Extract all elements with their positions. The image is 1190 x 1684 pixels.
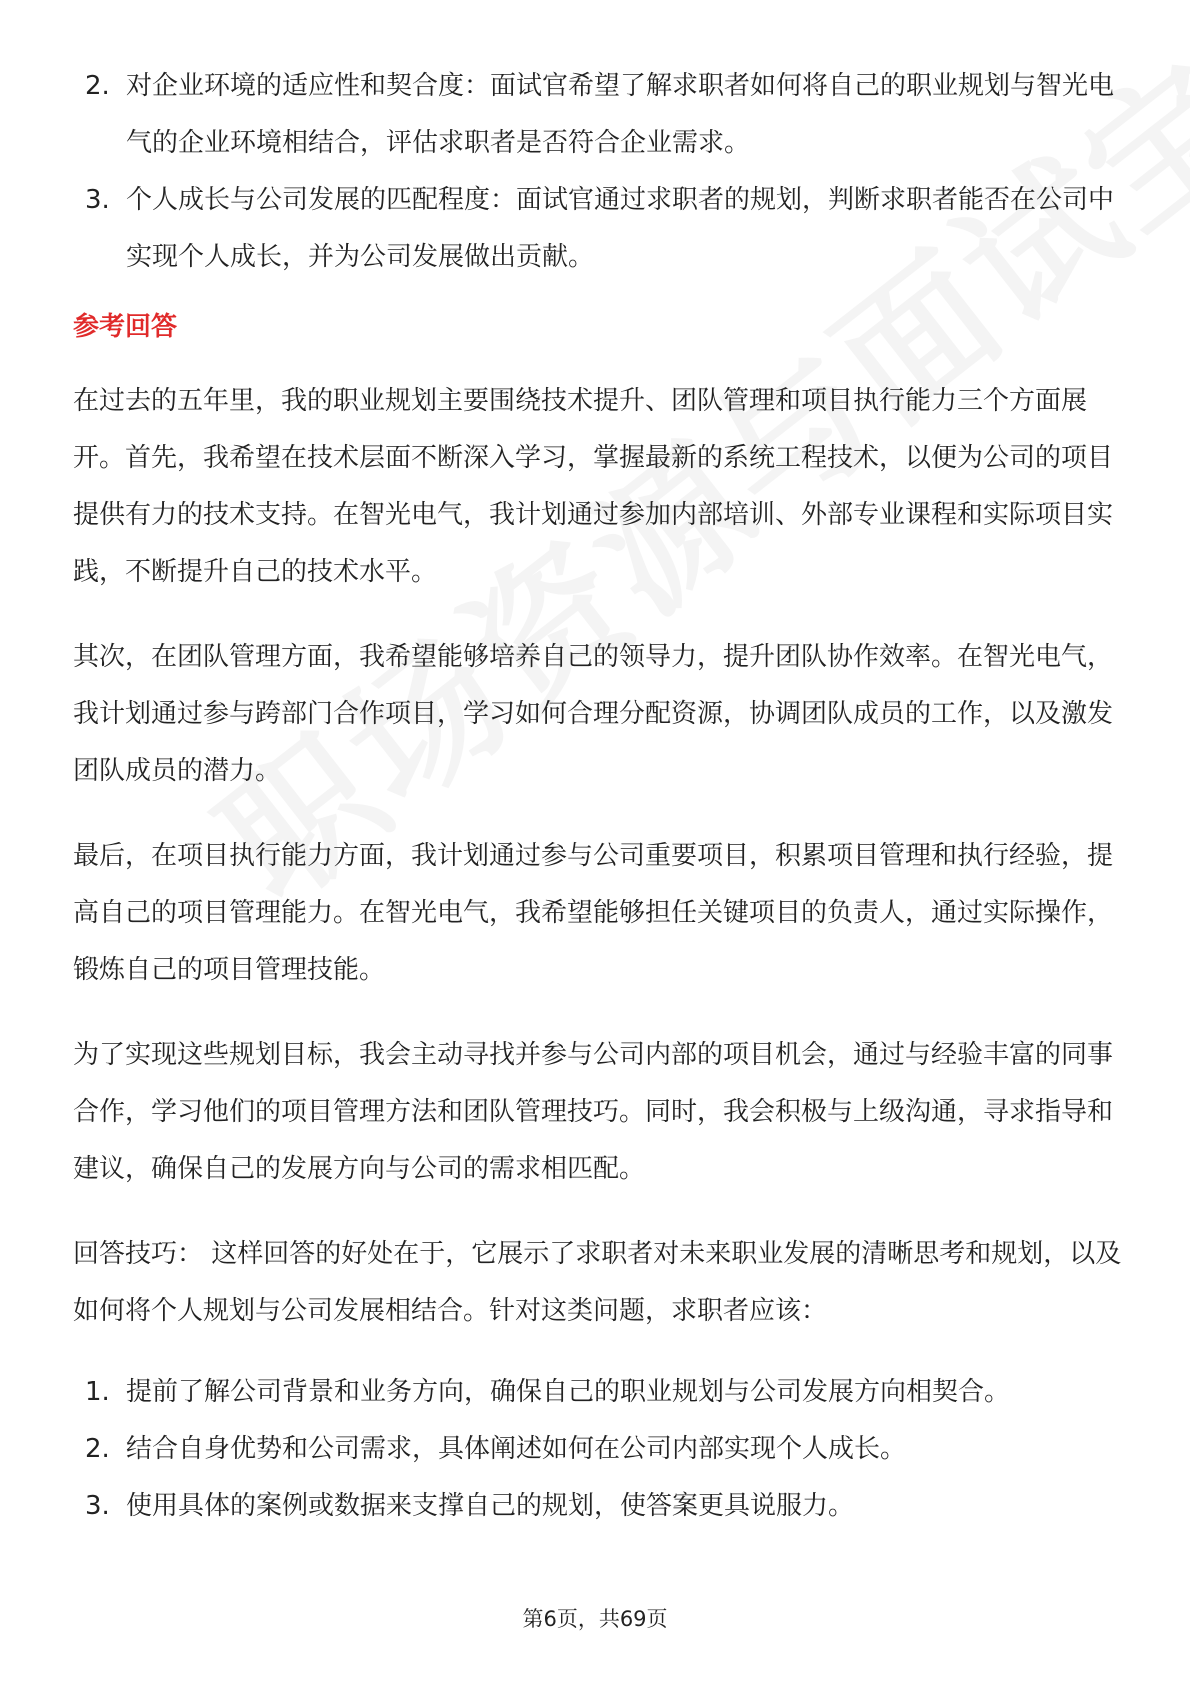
list-item	[73, 172, 1123, 286]
list-item-number: 1.	[85, 1377, 110, 1407]
list-item-number: 2.	[85, 71, 110, 101]
list-item	[73, 58, 1123, 172]
answer-paragraph: 其次，在团队管理方面，我希望能够培养自己的领导力，提升团队协作效率。在智光电气，我计划通过参与跨部门合作项目，学习如何合理分配资源，协调团队成员的工作，以及激发团队成员的潜力。	[73, 642, 1114, 786]
tips-list	[73, 1364, 1123, 1535]
answer-paragraph: 最后，在项目执行能力方面，我计划通过参与公司重要项目，积累项目管理和执行经验，提高自己的项目管理能力。在智光电气，我希望能够担任关键项目的负责人，通过实际操作，锻炼自己的项目管理技能。	[73, 841, 1114, 985]
list-item-number: 3.	[85, 1491, 110, 1521]
answer-tips: 回答技巧： 这样回答的好处在于，它展示了求职者对未来职业发展的清晰思考和规划，以及如何将个人规划与公司发展相结合。针对这类问题，求职者应该：	[73, 1239, 1122, 1326]
answer-paragraph: 在过去的五年里，我的职业规划主要围绕技术提升、团队管理和项目执行能力三个方面展开。首先，我希望在技术层面不断深入学习，掌握最新的系统工程技术，以便为公司的项目提供有力的技术支持。在智光电气，我计划通过参加内部培训、外部专业课程和实际项目实践，不断提升自己的技术水平。	[73, 386, 1114, 587]
list-item-text: 结合自身优势和公司需求，具体阐述如何在公司内部实现个人成长。	[126, 1434, 907, 1464]
list-item-text: 提前了解公司背景和业务方向，确保自己的职业规划与公司发展方向相契合。	[126, 1377, 1011, 1407]
list-item	[73, 1478, 1123, 1535]
list-item	[73, 1421, 1123, 1478]
page-content	[73, 58, 1123, 1535]
evaluation-points-list	[73, 58, 1123, 286]
answer-paragraph: 为了实现这些规划目标，我会主动寻找并参与公司内部的项目机会，通过与经验丰富的同事合作，学习他们的项目管理方法和团队管理技巧。同时，我会积极与上级沟通，寻求指导和建议，确保自己的发展方向与公司的需求相匹配。	[73, 1040, 1114, 1184]
list-item-number: 2.	[85, 1434, 110, 1464]
section-heading: 参考回答	[73, 312, 178, 342]
list-item-text: 个人成长与公司发展的匹配程度：面试官通过求职者的规划，判断求职者能否在公司中实现个人成长，并为公司发展做出贡献。	[126, 185, 1115, 272]
list-item-text: 使用具体的案例或数据来支撑自己的规划，使答案更具说服力。	[126, 1491, 855, 1521]
page-number: 第6页，共69页	[522, 1607, 668, 1631]
list-item	[73, 1364, 1123, 1421]
list-item-number: 3.	[85, 185, 110, 215]
list-item-text: 对企业环境的适应性和契合度：面试官希望了解求职者如何将自己的职业规划与智光电气的企业环境相结合，评估求职者是否符合企业需求。	[126, 71, 1115, 158]
